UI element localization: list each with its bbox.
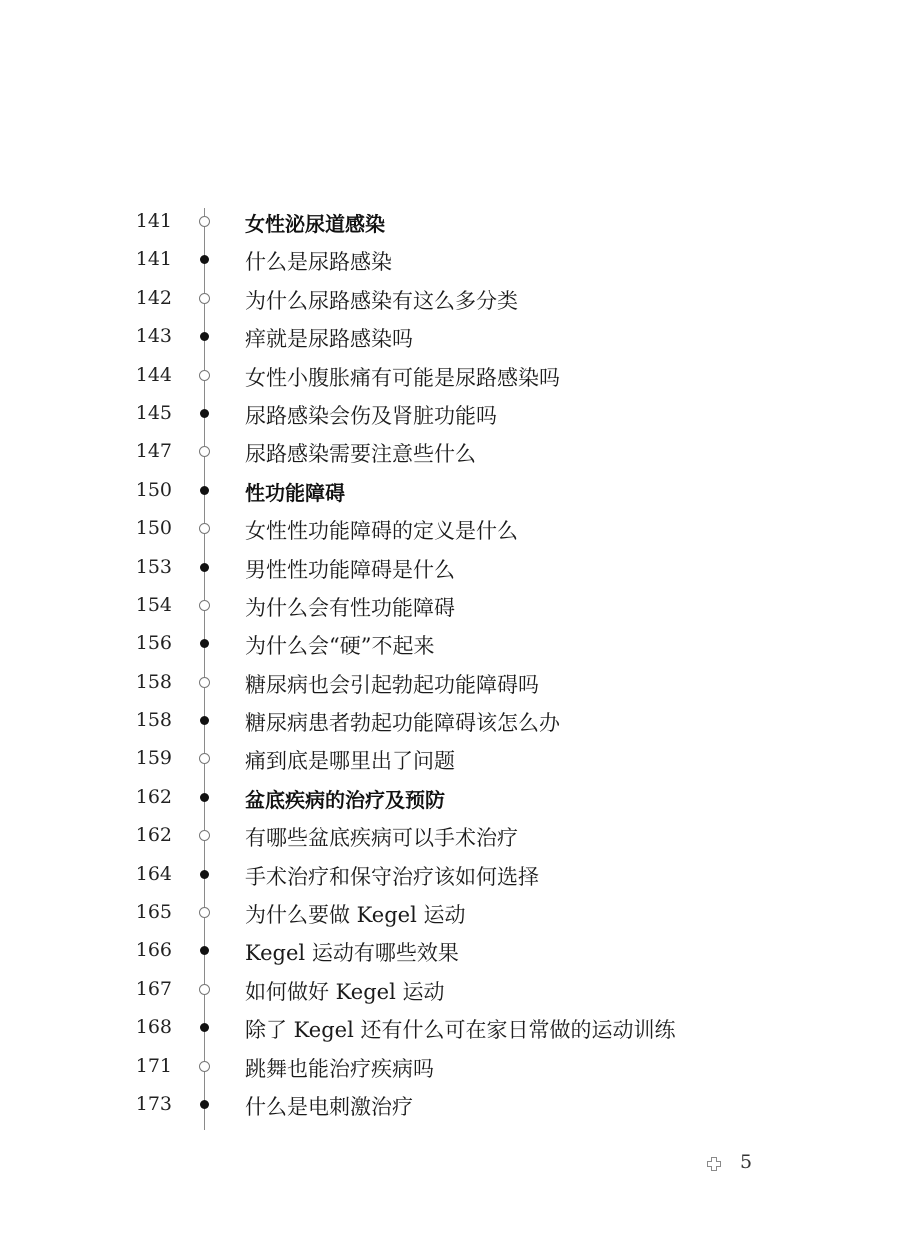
toc-entry[interactable] bbox=[0, 702, 900, 740]
filled-dot-icon bbox=[200, 639, 209, 648]
toc-entry-title: 为什么会有性功能障碍 bbox=[245, 595, 455, 620]
toc-page-number: 145 bbox=[135, 401, 172, 424]
toc-page-number: 153 bbox=[135, 555, 172, 578]
toc-entry-title: 女性小腹胀痛有可能是尿路感染吗 bbox=[245, 365, 560, 390]
toc-entry[interactable] bbox=[0, 894, 900, 932]
toc-page-number: 150 bbox=[135, 517, 172, 540]
toc-page-number: 143 bbox=[135, 325, 172, 348]
hollow-dot-icon bbox=[199, 753, 210, 764]
toc-entry[interactable] bbox=[0, 664, 900, 702]
hollow-dot-icon bbox=[199, 523, 210, 534]
toc-page-number: 150 bbox=[135, 478, 172, 501]
toc-page-number: 168 bbox=[135, 1016, 172, 1039]
toc-heading-title: 性功能障碍 bbox=[245, 480, 345, 505]
toc-entry-title: 糖尿病患者勃起功能障碍该怎么办 bbox=[245, 711, 560, 736]
toc-entry-title: Kegel 运动有哪些效果 bbox=[245, 941, 459, 966]
hollow-dot-icon bbox=[199, 216, 210, 227]
toc-page-number: 144 bbox=[135, 363, 172, 386]
toc-page-number: 156 bbox=[135, 632, 172, 655]
toc-entry[interactable] bbox=[0, 587, 900, 625]
toc-page-number: 173 bbox=[135, 1092, 172, 1115]
toc-entry-title: 尿路感染会伤及肾脏功能吗 bbox=[245, 403, 497, 428]
hollow-dot-icon bbox=[199, 446, 210, 457]
toc-page-number: 162 bbox=[135, 785, 172, 808]
hollow-dot-icon bbox=[199, 600, 210, 611]
toc-entry[interactable] bbox=[0, 510, 900, 548]
toc-page-number: 154 bbox=[135, 593, 172, 616]
toc-page-number: 167 bbox=[135, 977, 172, 1000]
toc-page-number: 164 bbox=[135, 862, 172, 885]
toc-entry-title: 有哪些盆底疾病可以手术治疗 bbox=[245, 826, 518, 851]
toc-entry-title: 如何做好 Kegel 运动 bbox=[245, 979, 445, 1004]
toc-entry-title: 尿路感染需要注意些什么 bbox=[245, 442, 476, 467]
page-number: 5 bbox=[740, 1151, 753, 1173]
toc-entry-title: 手术治疗和保守治疗该如何选择 bbox=[245, 864, 539, 889]
toc-page-number: 159 bbox=[135, 747, 172, 770]
toc-entry-title: 男性性功能障碍是什么 bbox=[245, 557, 455, 582]
filled-dot-icon bbox=[200, 563, 209, 572]
toc-entry[interactable] bbox=[0, 395, 900, 433]
filled-dot-icon bbox=[200, 716, 209, 725]
filled-dot-icon bbox=[200, 332, 209, 341]
cross-outline-icon bbox=[706, 1156, 722, 1172]
toc-heading-title: 女性泌尿道感染 bbox=[245, 212, 385, 236]
toc-page-number: 158 bbox=[135, 709, 172, 732]
toc-entry[interactable] bbox=[0, 549, 900, 587]
toc-entry[interactable] bbox=[0, 241, 900, 279]
toc-entry[interactable] bbox=[0, 1048, 900, 1086]
toc-entry[interactable] bbox=[0, 1086, 900, 1124]
toc-section-heading[interactable] bbox=[0, 779, 900, 817]
hollow-dot-icon bbox=[199, 677, 210, 688]
toc-page-number: 141 bbox=[135, 248, 172, 271]
hollow-dot-icon bbox=[199, 1061, 210, 1072]
toc-page-number: 162 bbox=[135, 824, 172, 847]
toc-entry-title: 糖尿病也会引起勃起功能障碍吗 bbox=[245, 672, 539, 697]
toc-entry-title: 痒就是尿路感染吗 bbox=[245, 327, 413, 352]
filled-dot-icon bbox=[200, 1023, 209, 1032]
table-of-contents bbox=[0, 203, 900, 1124]
toc-entry-title: 什么是电刺激治疗 bbox=[245, 1094, 413, 1119]
toc-entry[interactable] bbox=[0, 1009, 900, 1047]
toc-entry-title: 为什么尿路感染有这么多分类 bbox=[245, 288, 518, 313]
filled-dot-icon bbox=[200, 409, 209, 418]
toc-entry[interactable] bbox=[0, 357, 900, 395]
filled-dot-icon bbox=[200, 793, 209, 802]
toc-entry[interactable] bbox=[0, 280, 900, 318]
toc-page-number: 165 bbox=[135, 901, 172, 924]
filled-dot-icon bbox=[200, 1100, 209, 1109]
toc-entry-title: 跳舞也能治疗疾病吗 bbox=[245, 1056, 434, 1081]
hollow-dot-icon bbox=[199, 370, 210, 381]
hollow-dot-icon bbox=[199, 830, 210, 841]
toc-entry-title: 痛到底是哪里出了问题 bbox=[245, 749, 455, 774]
toc-entry[interactable] bbox=[0, 971, 900, 1009]
toc-entry[interactable] bbox=[0, 625, 900, 663]
toc-heading-title: 盆底疾病的治疗及预防 bbox=[245, 787, 445, 812]
toc-entry[interactable] bbox=[0, 318, 900, 356]
hollow-dot-icon bbox=[199, 293, 210, 304]
toc-entry-title: 除了 Kegel 还有什么可在家日常做的运动训练 bbox=[245, 1018, 676, 1043]
toc-entry-title: 为什么会“硬”不起来 bbox=[245, 634, 435, 659]
toc-page-number: 171 bbox=[135, 1054, 172, 1077]
toc-page-number: 142 bbox=[135, 286, 172, 309]
toc-entry[interactable] bbox=[0, 740, 900, 778]
toc-entry[interactable] bbox=[0, 433, 900, 471]
toc-entry[interactable] bbox=[0, 817, 900, 855]
toc-page-number: 158 bbox=[135, 670, 172, 693]
toc-page-number: 141 bbox=[135, 210, 172, 232]
filled-dot-icon bbox=[200, 946, 209, 955]
filled-dot-icon bbox=[200, 486, 209, 495]
filled-dot-icon bbox=[200, 870, 209, 879]
toc-entry-title: 为什么要做 Kegel 运动 bbox=[245, 903, 466, 928]
toc-entry[interactable] bbox=[0, 932, 900, 970]
toc-page-number: 166 bbox=[135, 939, 172, 962]
toc-entry[interactable] bbox=[0, 856, 900, 894]
toc-entry-title: 女性性功能障碍的定义是什么 bbox=[245, 519, 518, 544]
toc-entry-title: 什么是尿路感染 bbox=[245, 250, 392, 275]
toc-section-heading[interactable] bbox=[0, 203, 900, 241]
hollow-dot-icon bbox=[199, 984, 210, 995]
toc-page-number: 147 bbox=[135, 440, 172, 463]
hollow-dot-icon bbox=[199, 907, 210, 918]
toc-section-heading[interactable] bbox=[0, 472, 900, 510]
filled-dot-icon bbox=[200, 255, 209, 264]
